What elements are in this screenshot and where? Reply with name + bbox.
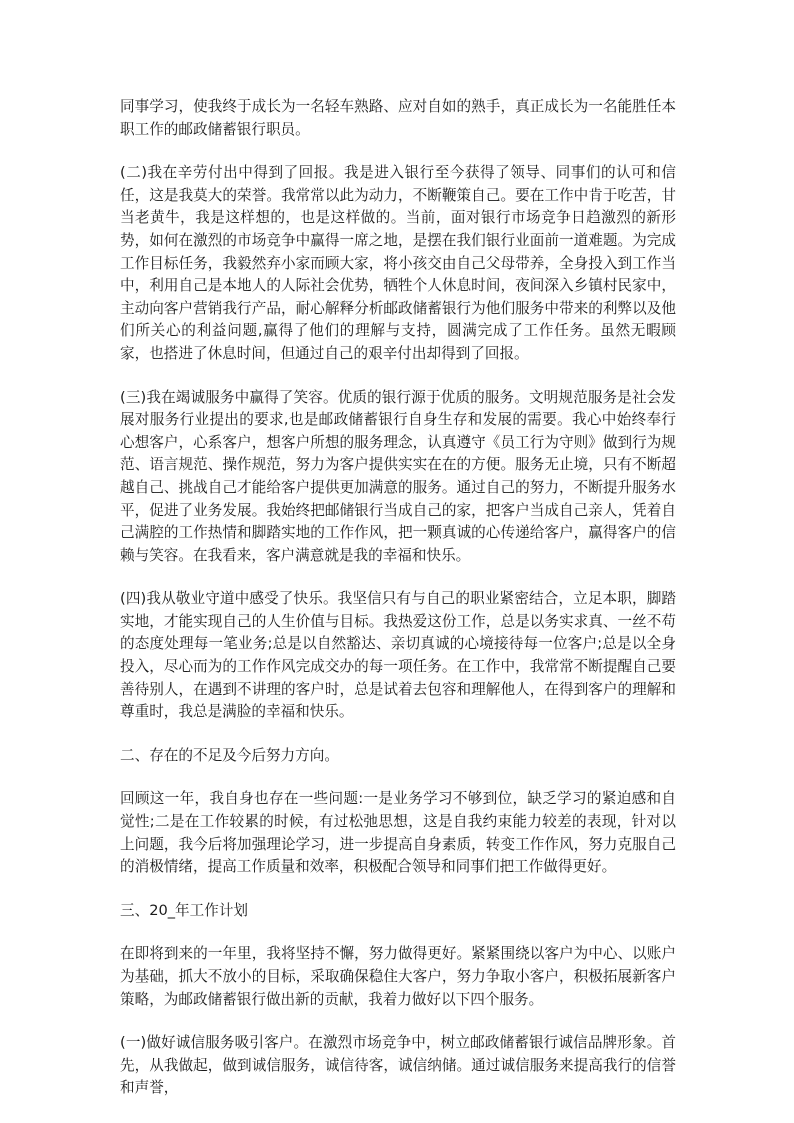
paragraph-plan-item-1: (一)做好诚信服务吸引客户。在激烈市场竞争中，树立邮政储蓄银行诚信品牌形象。首先，从我做起，做到诚信服务，诚信待客，诚信纳储。通过诚信服务来提高我行的信誉和声誉，	[120, 1034, 676, 1097]
paragraph-review: 回顾这一年，我自身也存在一些问题:一是业务学习不够到位，缺乏学习的紧迫感和自觉性;二是在工作较累的时候，有过松弛思想，这是自我约束能力较差的表现，针对以上问题，我今后将加强理论学习，进一步提高自身素质，转变工作作风，努力克服自己的消极情绪，提高工作质量和效率，积极配合领导和同事们把工作做得更好。	[120, 790, 676, 876]
paragraph-continuation: 同事学习，使我终于成长为一名轻车熟路、应对自如的熟手，真正成长为一名能胜任本职工作的邮政储蓄银行职员。	[120, 98, 676, 138]
document-page	[120, 96, 676, 1121]
paragraph-plan-intro: 在即将到来的一年里，我将坚持不懈，努力做得更好。紧紧围绕以客户为中心、以账户为基础，抓大不放小的目标，采取确保稳住大客户，努力争取小客户，积极拓展新客户策略，为邮政储蓄银行做出新的贡献，我着力做好以下四个服务。	[120, 945, 676, 1008]
paragraph-section-2: (二)我在辛劳付出中得到了回报。我是进入银行至今获得了领导、同事们的认可和信任，这是我莫大的荣誉。我常常以此为动力，不断鞭策自己。要在工作中肯于吃苦，甘当老黄牛，我是这样想的，也是这样做的。当前，面对银行市场竞争日趋激烈的新形势，如何在激烈的市场竞争中赢得一席之地，是摆在我们银行业面前一道难题。为完成工作目标任务，我毅然弃小家而顾大家，将小孩交由自己父母带养，全身投入到工作当中，利用自己是本地人的人际社会优势，牺牲个人休息时间，夜间深入乡镇村民家中，主动向客户营销我行产品，耐心解释分析邮政储蓄银行为他们服务中带来的利弊以及他们所关心的利益问题,赢得了他们的理解与支持，圆满完成了工作任务。虽然无暇顾家，也搭进了休息时间，但通过自己的艰辛付出却得到了回报。	[120, 164, 676, 362]
paragraph-section-4: (四)我从敬业守道中感受了快乐。我坚信只有与自己的职业紧密结合，立足本职，脚踏实地，才能实现自己的人生价值与目标。我热爱这份工作，总是以务实求真、一丝不苟的态度处理每一笔业务;总是以自然豁达、亲切真诚的心境接待每一位客户;总是以全身投入，尽心而为的工作作风完成交办的每一项任务。在工作中，我常常不断提醒自己要善待别人，在遇到不讲理的客户时，总是试着去包容和理解他人，在得到客户的理解和尊重时，我总是满脸的幸福和快乐。	[120, 590, 676, 721]
paragraph-section-3: (三)我在竭诚服务中赢得了笑容。优质的银行源于优质的服务。文明规范服务是社会发展对服务行业提出的要求,也是邮政储蓄银行自身生存和发展的需要。我心中始终奉行心想客户，心系客户，想客户所想的服务理念，认真遵守《员工行为守则》做到行为规范、语言规范、操作规范，努力为客户提供实实在在的方便。服务无止境，只有不断超越自己、挑战自己才能给客户提供更加满意的服务。通过自己的努力，不断提升服务水平，促进了业务发展。我始终把邮储银行当成自己的家，把客户当成自己亲人，凭着自己满腔的工作热情和脚踏实地的工作作风，把一颗真诚的心传递给客户，赢得客户的信赖与笑容。在我看来，客户满意就是我的幸福和快乐。	[120, 388, 676, 564]
heading-shortcomings: 二、存在的不足及今后努力方向。	[120, 746, 339, 764]
heading-work-plan: 三、20_年工作计划	[120, 901, 249, 919]
